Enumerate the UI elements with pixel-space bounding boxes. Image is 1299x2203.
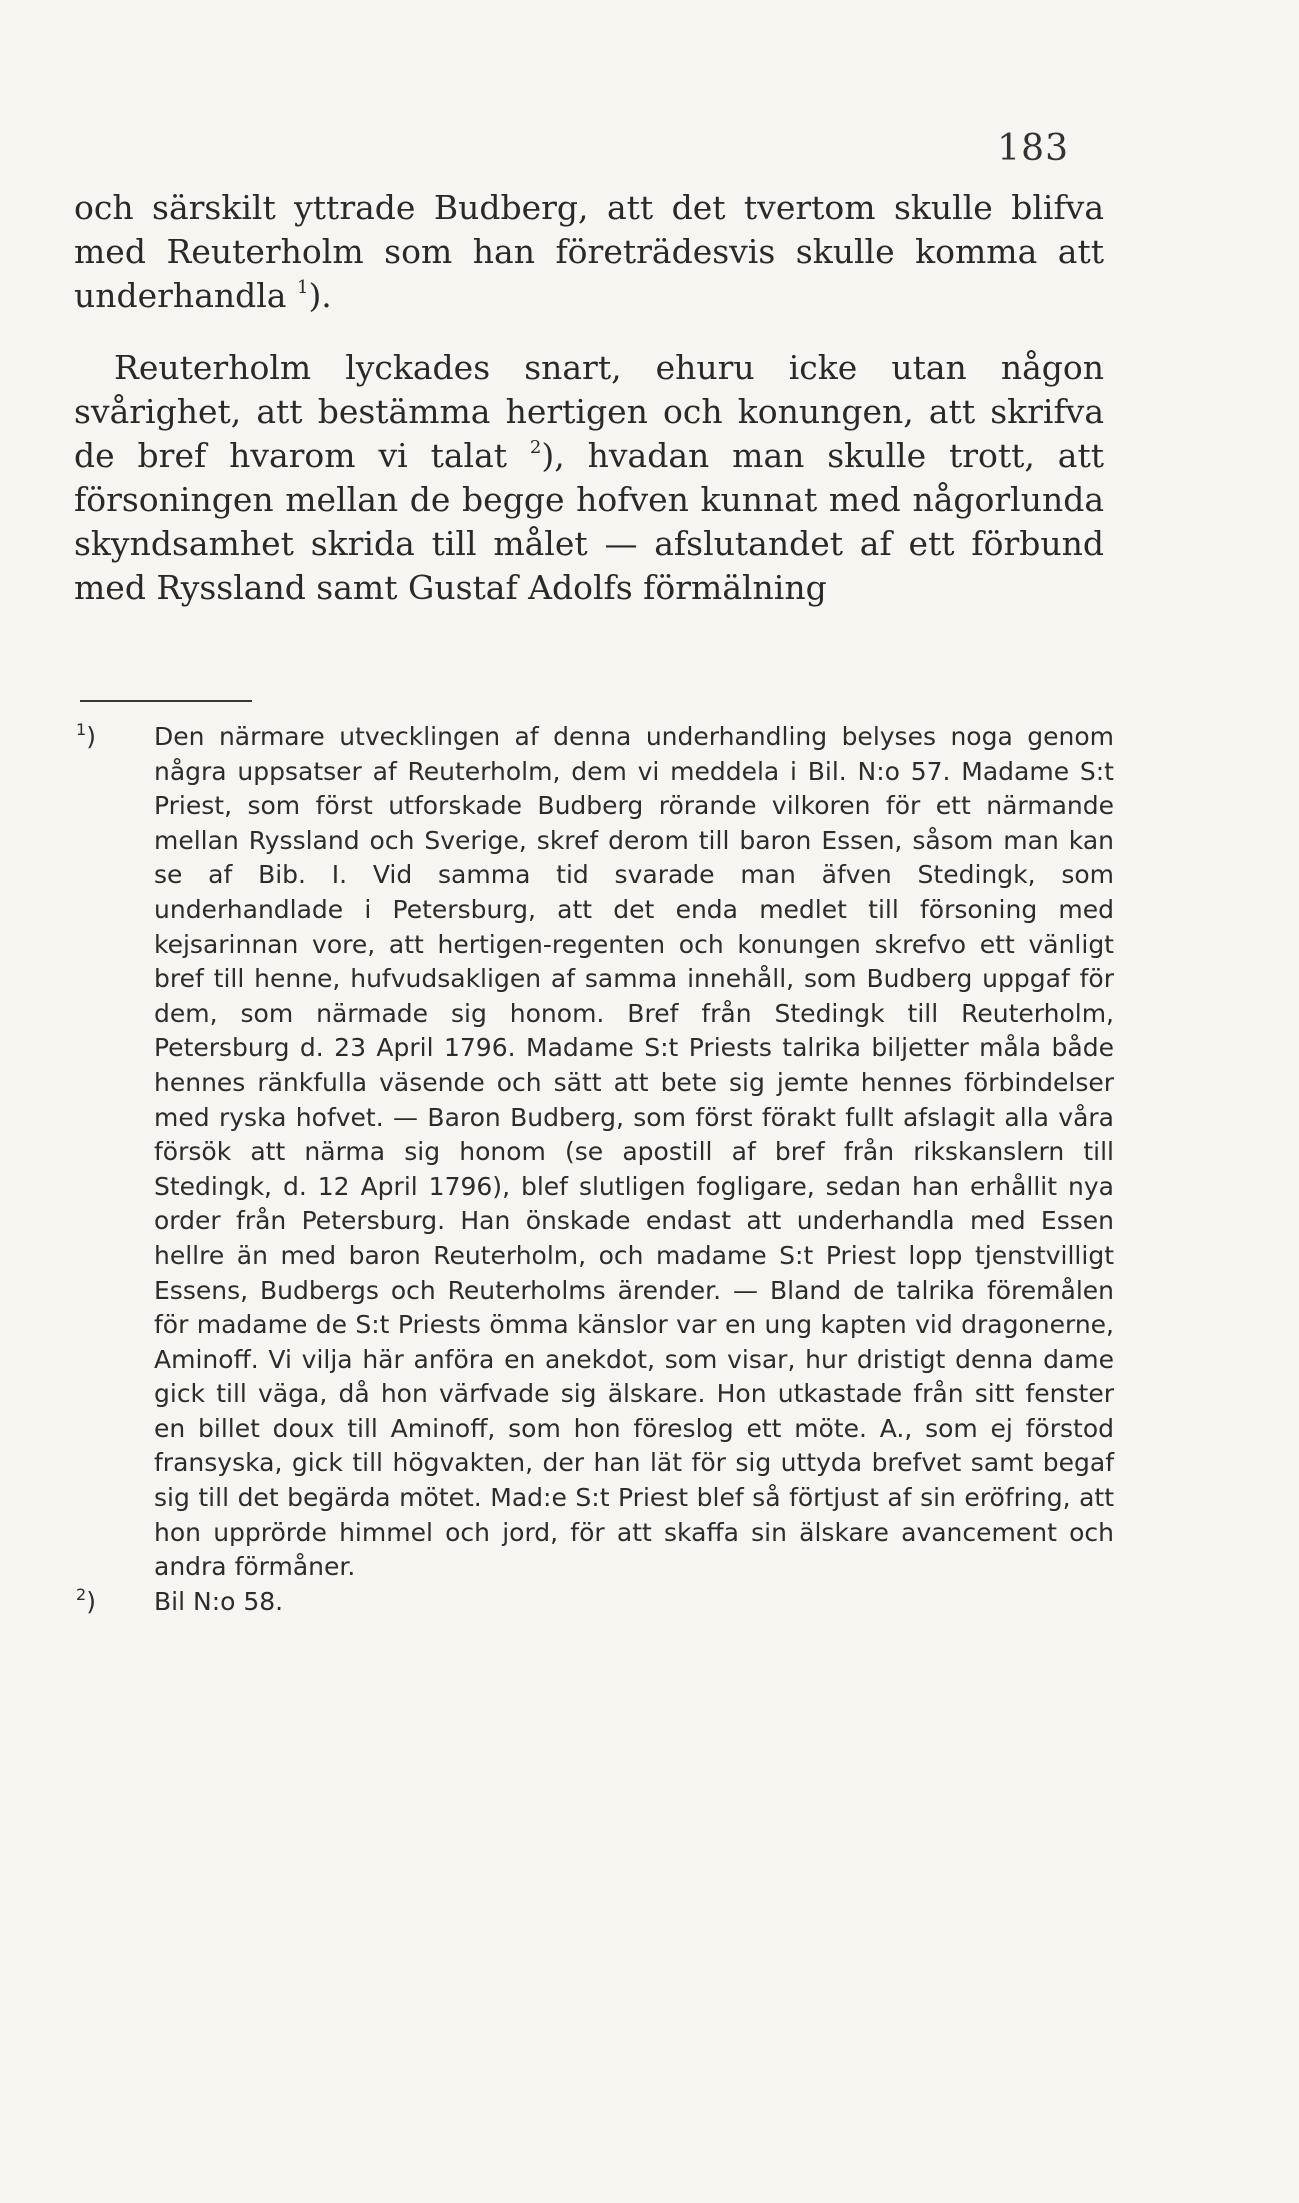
footnote-divider [80,700,252,702]
paragraph-text: ). [308,276,332,315]
paragraph-text: ), hvadan man skulle trott, att försoningen mellan de begge hofven kunnat med någorlunda skyndsamhet skrida till målet — afslutandet af ett förbund med Ryssland samt Gustaf Adolfs förmälning [74,436,1104,607]
footnote [74,1585,1114,1620]
footnote-reference[interactable]: 1 [296,277,309,298]
footnote-reference[interactable]: 2 [529,437,542,458]
footnote-mark: $^1$) [76,720,96,751]
page-number: 183 [997,128,1069,169]
paragraph-text: Reuterholm lyckades snart, ehuru icke utan någon svårighet, att bestämma hertigen och konungen, att skrifva de bref hvarom vi talat [74,348,1104,475]
paragraph [74,346,1104,610]
footnote-text: Den närmare utvecklingen af denna underhandling belyses noga genom några uppsatser af Reuterholm, dem vi meddela i Bil. N:o 57. Madame S:t Priest, som först utforskade Budberg rörande vilkoren för ett närmande mellan Ryssland och Sverige, skref derom till baron Essen, såsom man kan se af Bib. I. Vid samma tid svarade man äfven Stedingk, som underhandlade i Petersburg, att det enda medlet till försoning med kejsarinnan vore, att hertigen-regenten och konungen skrefvo ett vänligt bref till henne, hufvudsakligen af samma innehåll, som Budberg uppgaf för dem, som närmade sig honom. Bref från Stedingk till Reuterholm, Petersburg d. 23 April 1796. Madame S:t Priests talrika biljetter måla både hennes ränkfulla väsende och sätt att bete sig jemte hennes förbindelser med ryska hofvet. — Baron Budberg, som först förakt fullt afslagit alla våra försök att närma sig honom (se apostill af bref från rikskanslern till Stedingk, d. 12 April 1796), blef slutligen fogligare, sedan han erhållit nya order från Petersburg. Han önskade endast att underhandla med Essen hellre än med baron Reuterholm, och madame S:t Priest lopp tjenstvilligt Essens, Budbergs och Reuterholms ärender. — Bland de talrika föremålen för madame de S:t Priests ömma känslor var en ung kapten vid dragonerne, Aminoff. Vi vilja här anföra en anekdot, som visar, hur dristigt denna dame gick till väga, då hon värfvade sig älskare. Hon utkastade från sitt fenster en billet doux till Aminoff, som hon föreslog ett möte. A., som ej förstod fransyska, gick till högvakten, der han lät för sig uttyda brefvet samt begaf sig till det begärda mötet. Mad:e S:t Priest blef så förtjust af sin eröfring, att hon upprörde himmel och jord, för att skaffa sin älskare avancement och andra förmåner. [154,722,1114,1582]
paragraph-text: och särskilt yttrade Budberg, att det tvertom skulle blifva med Reuterholm som han företrädesvis skulle komma att underhandla [74,188,1104,315]
footnotes [74,720,1114,1619]
body-text [74,186,1104,610]
footnote-text: Bil N:o 58. [154,1586,284,1616]
footnote-mark: $^2$) [76,1584,96,1616]
footnote [74,720,1114,1585]
paragraph [74,186,1104,318]
